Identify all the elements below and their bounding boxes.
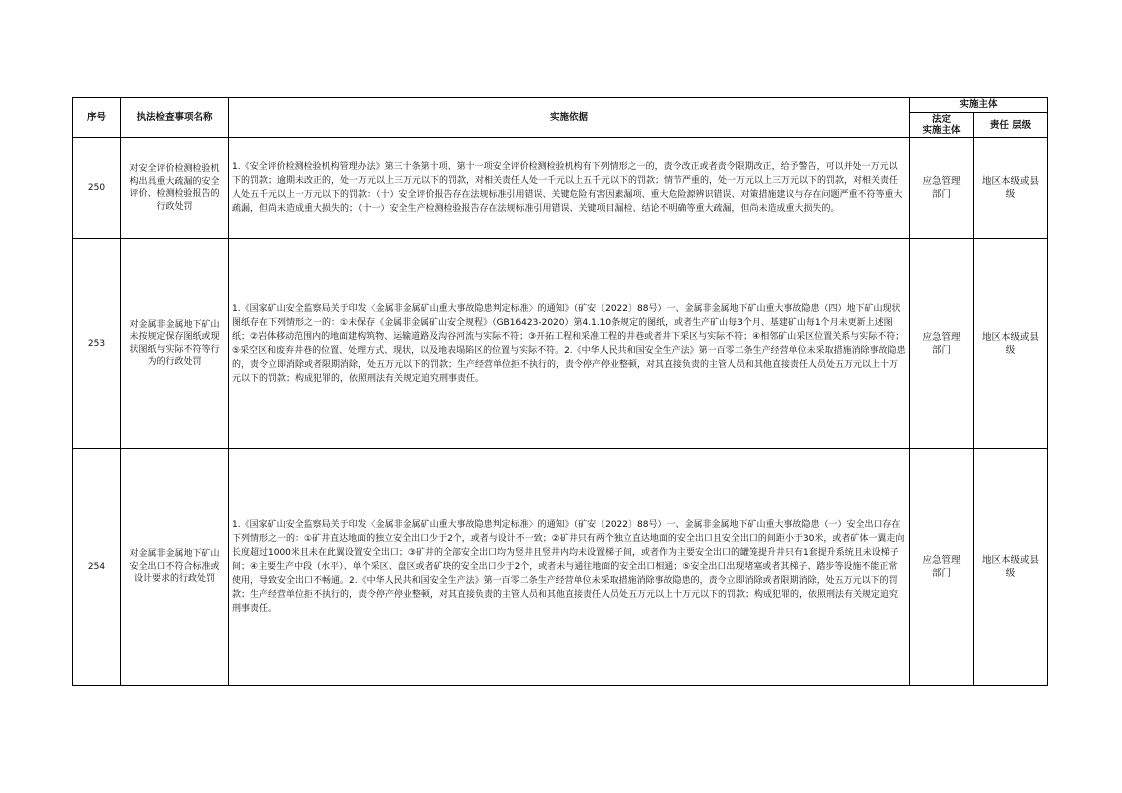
row-legal-subject-line1: 应急管理 (922, 555, 961, 566)
row-level: 地区本级或县级 (974, 239, 1048, 449)
row-seq: 254 (73, 449, 121, 686)
table-row (73, 138, 1048, 239)
row-seq: 250 (73, 138, 121, 239)
row-legal-subject (910, 449, 974, 686)
row-seq: 253 (73, 239, 121, 449)
header-subject: 实施主体 (910, 98, 1048, 113)
row-legal-subject-line1: 应急管理 (922, 331, 961, 343)
row-basis: 1.《国家矿山安全监察局关于印发〈金属非金属矿山重大事故隐患判定标准〉的通知》（矿安〔2022〕88号）一、金属非金属地下矿山重大事故隐患（四）地下矿山现状图纸存在下列情形之一的：①未保存《金属非金属矿山安全规程》（GB16423-2020）第4.1.10条规定的图纸，或者生产矿山每3个月、基建矿山每1个月未更新上述图纸；②岩体移动范围内的地面建构筑物、运输道路及沟谷河流与实际不符；③开拓工程和采准工程的井巷或者井下采区与实际不符；④相邻矿山采区位置关系与实际不符；⑤采空区和废弃井巷的位置、处理方式、现状，以及地表塌陷区的位置与实际不符。2.《中华人民共和国安全生产法》第一百零二条生产经营单位未采取措施消除事故隐患的，责令立即消除或者限期消除，处五万元以下的罚款；生产经营单位拒不执行的，责令停产停业整顿，对其直接负责的主管人员和其他直接责任人员处五万元以上十万元以下的罚款；构成犯罪的，依照刑法有关规定追究刑事责任。 (229, 239, 910, 449)
enforcement-items-table (72, 97, 1048, 686)
row-legal-subject-line2: 部门 (931, 344, 951, 356)
row-basis: 1.《安全评价检测检验机构管理办法》第三十条第十项、第十一项安全评价检测检验机构有下列情形之一的，责令改正或者责令限期改正，给予警告，可以并处一万元以下的罚款；逾期未改正的，处一万元以上三万元以下的罚款，对相关责任人处一千元以上五千元以下的罚款；情节严重的，处一万元以上三万元以下的罚款，对相关责任人处五千元以上一万元以下的罚款：（十）安全评价报告存在法规标准引用错误、关键危险有害因素漏项、重大危险源辨识错误、对策措施建议与存在问题严重不符等重大疏漏，但尚未造成重大损失的；（十一）安全生产检测检验报告存在法规标准引用错误、关键项目漏检、结论不明确等重大疏漏，但尚未造成重大损失的。 (229, 138, 910, 239)
row-legal-subject (910, 138, 974, 239)
row-level: 地区本级或县级 (974, 138, 1048, 239)
header-legal-subject-line1: 法定 (931, 114, 951, 125)
row-item-name: 对金属非金属地下矿山安全出口不符合标准或设计要求的行政处罚 (121, 449, 229, 686)
table-row (73, 239, 1048, 449)
row-item-name: 对金属非金属地下矿山未按规定保存图纸或现状图纸与实际不符等行为的行政处罚 (121, 239, 229, 449)
row-level: 地区本级或县级 (974, 449, 1048, 686)
table-row (73, 449, 1048, 686)
header-basis: 实施依据 (229, 98, 910, 138)
row-basis: 1.《国家矿山安全监察局关于印发〈金属非金属矿山重大事故隐患判定标准〉的通知》（矿安〔2022〕88号）一、金属非金属地下矿山重大事故隐患（一）安全出口存在下列情形之一的：①矿井直达地面的独立安全出口少于2个，或者与设计不一致；②矿井只有两个独立直达地面的安全出口且安全出口的间距小于30米，或者矿体一翼走向长度超过1000米且未在此翼设置安全出口；③矿井的全部安全出口均为竖井且竖井内均未设置梯子间，或者作为主要安全出口的罐笼提升井只有1套提升系统且未设梯子间；④主要生产中段（水平）、单个采区、盘区或者矿块的安全出口少于2个，或者未与通往地面的安全出口相通；⑤安全出口出现堵塞或者其梯子、踏步等设施不能正常使用，导致安全出口不畅通。2.《中华人民共和国安全生产法》第一百零二条生产经营单位未采取措施消除事故隐患的，责令立即消除或者限期消除，处五万元以下的罚款；生产经营单位拒不执行的，责令停产停业整顿，对其直接负责的主管人员和其他直接责任人员处五万元以上十万元以下的罚款；构成犯罪的，依照刑法有关规定追究刑事责任。 (229, 449, 910, 686)
row-legal-subject-line2: 部门 (931, 189, 951, 200)
row-legal-subject (910, 239, 974, 449)
header-legal-subject-line2: 实施主体 (922, 125, 961, 136)
header-item-name: 执法检查事项名称 (121, 98, 229, 138)
row-legal-subject-line1: 应急管理 (922, 176, 961, 187)
row-legal-subject-line2: 部门 (931, 568, 951, 579)
header-legal-subject (910, 113, 974, 138)
row-item-name: 对安全评价检测检验机构出具重大疏漏的安全评价、检测检验报告的行政处罚 (121, 138, 229, 239)
header-level: 责任 层级 (974, 113, 1048, 138)
header-seq: 序号 (73, 98, 121, 138)
